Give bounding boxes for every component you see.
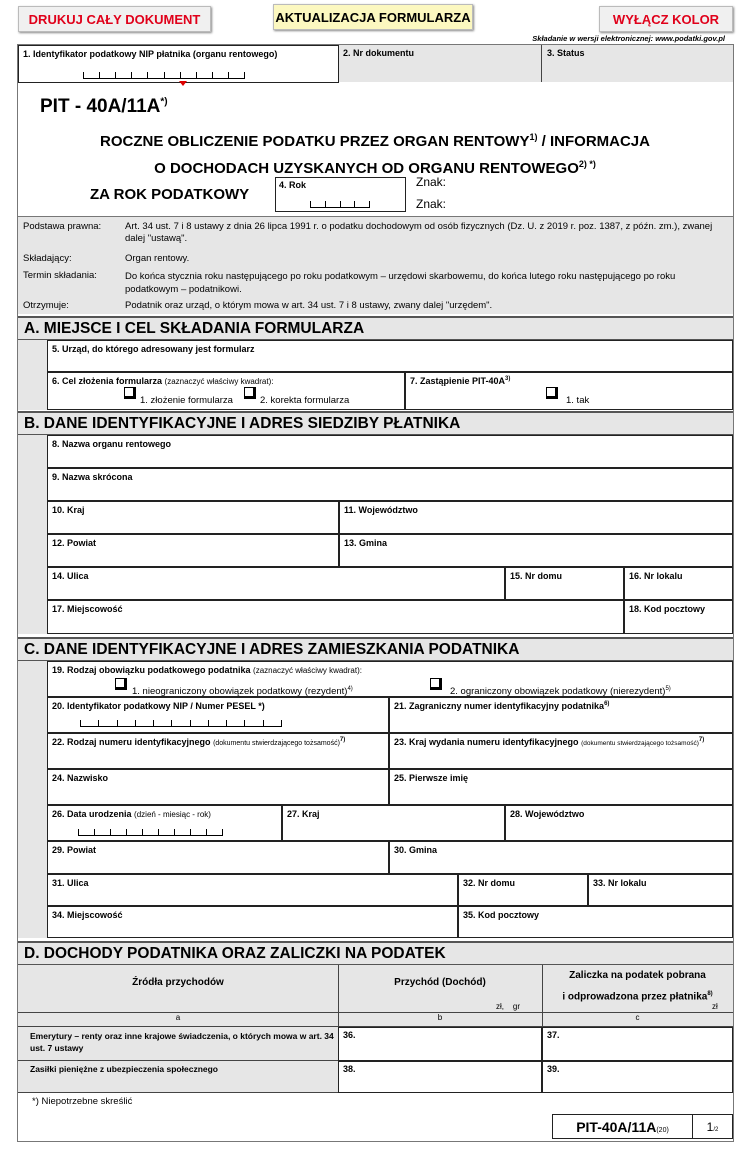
page-number: 1/2 (706, 1119, 719, 1134)
replacement-yes-label: 1. tak (566, 395, 590, 406)
first-name-field[interactable] (389, 769, 733, 805)
recipient-value: Podatnik oraz urząd, o którym mowa w art. 34 ust. 7 i 8 ustawy, zwany dalej "urzędem". (125, 300, 493, 311)
online-filing-note: Składanie w wersji elektronicznej: www.podatki.gov.pl (532, 34, 725, 43)
table-row (18, 1027, 338, 1061)
nonresident-label: 2. ograniczony obowiązek podatkowy (nierezydent)$^{5)}$ (450, 686, 671, 698)
foreign-id-field[interactable] (389, 697, 733, 733)
payer-country-label: 10. Kraj (52, 505, 85, 515)
id-type-field[interactable] (47, 733, 389, 769)
nip-payer-label: 1. Identyfikator podatkowy NIP płatnika (organu rentowego) (23, 49, 278, 59)
pension-income-field[interactable] (338, 1027, 542, 1061)
tax-residency-label: 19. Rodzaj obowiązku podatkowego podatnika (zaznaczyć właściwy kwadrat): (52, 665, 362, 675)
legal-basis-value: Art. 34 ust. 7 i 8 ustawy z dnia 26 lipca 1991 r. o podatku dochodowym od osób fizycznych (Dz. U. z 2019 r. poz. 1387, z późn. zm.), zwanej dalej "ustawą". (125, 221, 713, 244)
payer-county-field[interactable] (47, 534, 339, 567)
form-title: ROCZNE OBLICZENIE PODATKU PRZEZ ORGAN RENTOWY$^{1)}$ / INFORMACJA O DOCHODACH UZYSKANYCH OD ORGANU $RENTOWEGO^{2) *)}$ (100, 132, 650, 177)
taxpayer-city-field[interactable] (47, 906, 458, 938)
replacement-yes-checkbox[interactable] (546, 387, 558, 399)
benefits-advance-field[interactable] (542, 1061, 733, 1093)
nip-pesel-field[interactable] (47, 697, 389, 733)
section-d-header: D. DOCHODY PODATNIKA ORAZ ZALICZKI NA PODATEK (18, 941, 733, 965)
purpose-field (47, 372, 405, 410)
id-country-field[interactable] (389, 733, 733, 769)
payer-commune-field[interactable] (339, 534, 733, 567)
field-38-label: 38. (343, 1064, 356, 1074)
toggle-color-button[interactable]: WYŁĄCZ KOLOR (599, 6, 733, 32)
payer-voivodeship-field[interactable] (339, 501, 733, 534)
purpose-label: 6. Cel złożenia formularza (zaznaczyć właściwy kwadrat): (52, 376, 274, 386)
taxpayer-commune-field[interactable] (389, 841, 733, 874)
nip-payer-field[interactable] (18, 45, 339, 83)
form-code: PIT - 40A/11A*) (40, 96, 168, 117)
nip-comb (83, 73, 245, 79)
taxpayer-apartment-field[interactable] (588, 874, 733, 906)
taxpayer-voivodeship-field[interactable] (505, 805, 733, 841)
section-a-header: A. MIEJSCE I CEL SKŁADANIA FORMULARZA (18, 316, 733, 340)
doc-number-label: 2. Nr dokumentu (343, 48, 415, 58)
col-b-label: b (437, 1013, 443, 1022)
legal-basis-key: Podstawa prawna: (23, 221, 102, 232)
divider (541, 45, 542, 82)
taxpayer-street-field[interactable] (47, 874, 458, 906)
field-37-label: 37. (547, 1030, 560, 1040)
taxpayer-street-label: 31. Ulica (52, 878, 89, 888)
replacement-label: 7. Zastąpienie PIT-$40A^{3)}$ (410, 376, 511, 386)
taxpayer-county-field[interactable] (47, 841, 389, 874)
payer-apartment-field[interactable] (624, 567, 733, 600)
first-name-label: 25. Pierwsze imię (394, 773, 469, 783)
birth-date-label: 26. Data urodzenia (dzień - miesiąc - rok) (52, 809, 211, 819)
print-document-button[interactable]: DRUKUJ CAŁY DOKUMENT (18, 6, 211, 32)
pension-advance-field[interactable] (542, 1027, 733, 1061)
col-a-label: a (175, 1013, 181, 1022)
nip-pesel-comb (80, 721, 282, 727)
year-field[interactable] (275, 177, 406, 212)
income-sources-header: Źródła przychodów (132, 977, 224, 988)
taxpayer-house-field[interactable] (458, 874, 588, 906)
id-type-label: 22. Rodzaj numeru identyfikacyjnego (dokumentu stwierdzającego tożsamość)$^{7)}$ (52, 737, 346, 747)
payer-apartment-label: 16. Nr lokalu (629, 571, 683, 581)
field-36-label: 36. (343, 1030, 356, 1040)
znak-1: Znak: (416, 175, 447, 189)
foreign-id-label: 21. Zagraniczny numer identyfikacyjny podatnika$^{6)}$ (394, 701, 610, 711)
field-39-label: 39. (547, 1064, 560, 1074)
payer-city-label: 17. Miejscowość (52, 604, 123, 614)
short-name-field[interactable] (47, 468, 733, 501)
taxpayer-house-label: 32. Nr domu (463, 878, 516, 888)
benefits-income-field[interactable] (338, 1061, 542, 1093)
payer-street-field[interactable] (47, 567, 505, 600)
tax-office-label: 5. Urząd, do którego adresowany jest formularz (52, 344, 255, 354)
filer-value: Organ rentowy. (125, 253, 190, 264)
footer-code: PIT-40A/11A(20) (553, 1115, 693, 1138)
income-table-header (18, 965, 733, 1027)
tax-office-field[interactable] (47, 340, 733, 372)
birth-date-comb (78, 830, 223, 836)
payer-postal-field[interactable] (624, 600, 733, 634)
taxpayer-county-label: 29. Powiat (52, 845, 97, 855)
taxpayer-postal-field[interactable] (458, 906, 733, 938)
purpose-correction-label: 2. korekta formularza (260, 395, 350, 406)
taxpayer-voivodeship-label: 28. Województwo (510, 809, 585, 819)
benefits-row-label: Zasiłki pieniężne z ubezpieczenia społecznego (30, 1064, 218, 1074)
tax-residency-field (47, 661, 733, 697)
taxpayer-postal-label: 35. Kod pocztowy (463, 910, 540, 920)
purpose-submit-checkbox[interactable] (124, 387, 136, 399)
deadline-key: Termin składania: (23, 270, 97, 281)
update-form-button[interactable]: AKTUALIZACJA FORMULARZA (273, 4, 473, 30)
income-unit: zł, gr (496, 1002, 521, 1011)
id-country-label: 23. Kraj wydania numeru identyfikacyjnego (dokumentu stwierdzającego tożsamość)$^{7)}$ (394, 737, 705, 747)
resident-label: 1. nieograniczony obowiązek podatkowy (rezydent)$^{4)}$ (132, 686, 353, 698)
section-c-header: C. DANE IDENTYFIKACYJNE I ADRES ZAMIESZKANIA PODATNIKA (18, 637, 733, 661)
filer-key: Składający: (23, 253, 72, 264)
status-label: 3. Status (547, 48, 585, 58)
payer-commune-label: 13. Gmina (344, 538, 388, 548)
footer-code-box (552, 1114, 733, 1139)
organ-name-label: 8. Nazwa organu rentowego (52, 439, 172, 449)
surname-label: 24. Nazwisko (52, 773, 109, 783)
payer-street-label: 14. Ulica (52, 571, 89, 581)
table-row (18, 1061, 338, 1093)
birth-country-field[interactable] (282, 805, 505, 841)
payer-city-field[interactable] (47, 600, 624, 634)
payer-country-field[interactable] (47, 501, 339, 534)
replacement-field (405, 372, 733, 410)
birth-country-label: 27. Kraj (287, 809, 320, 819)
tax-year-label: ZA ROK PODATKOWY (90, 186, 250, 203)
income-header: Przychód (Dochód) (394, 977, 486, 988)
payer-voivodeship-label: 11. Województwo (344, 505, 418, 515)
payer-county-label: 12. Powiat (52, 538, 97, 548)
organ-name-field[interactable] (47, 435, 733, 468)
marker-triangle-icon (179, 81, 187, 86)
section-b-header: B. DANE IDENTYFIKACYJNE I ADRES SIEDZIBY PŁATNIKA (18, 411, 733, 435)
advance-unit: zł (712, 1002, 718, 1011)
payer-house-field[interactable] (505, 567, 624, 600)
taxpayer-commune-label: 30. Gmina (394, 845, 438, 855)
footnote: *) Niepotrzebne skreślić (32, 1096, 133, 1107)
nip-pesel-label: 20. Identyfikator podatkowy NIP / Numer PESEL *) (52, 701, 265, 711)
birth-date-field[interactable] (47, 805, 282, 841)
taxpayer-apartment-label: 33. Nr lokalu (593, 878, 647, 888)
nonresident-checkbox[interactable] (430, 678, 442, 690)
year-comb (310, 202, 370, 208)
resident-checkbox[interactable] (115, 678, 127, 690)
pension-row-label: Emerytury – renty oraz inne krajowe świadczenia, o których mowa w art. 34 ust. 7 ustawy (30, 1031, 334, 1053)
purpose-correction-checkbox[interactable] (244, 387, 256, 399)
year-label: 4. Rok (279, 180, 307, 190)
payer-postal-label: 18. Kod pocztowy (629, 604, 706, 614)
surname-field[interactable] (47, 769, 389, 805)
taxpayer-city-label: 34. Miejscowość (52, 910, 123, 920)
info-block (18, 216, 733, 314)
advance-header: Zaliczka na podatek pobrana i odprowadzona przez płatnika$^{8)}$ (562, 970, 713, 1003)
short-name-label: 9. Nazwa skrócona (52, 472, 133, 482)
znak-2: Znak: (416, 197, 447, 211)
recipient-key: Otrzymuje: (23, 300, 69, 311)
deadline-value: Do końca stycznia roku następującego po roku podatkowym – urzędowi skarbowemu, do końca lutego roku następującego po roku podatkowym – podatnikowi. (125, 271, 676, 295)
col-c-label: c (635, 1013, 640, 1022)
payer-house-label: 15. Nr domu (510, 571, 563, 581)
purpose-submit-label: 1. złożenie formularza (140, 395, 233, 406)
